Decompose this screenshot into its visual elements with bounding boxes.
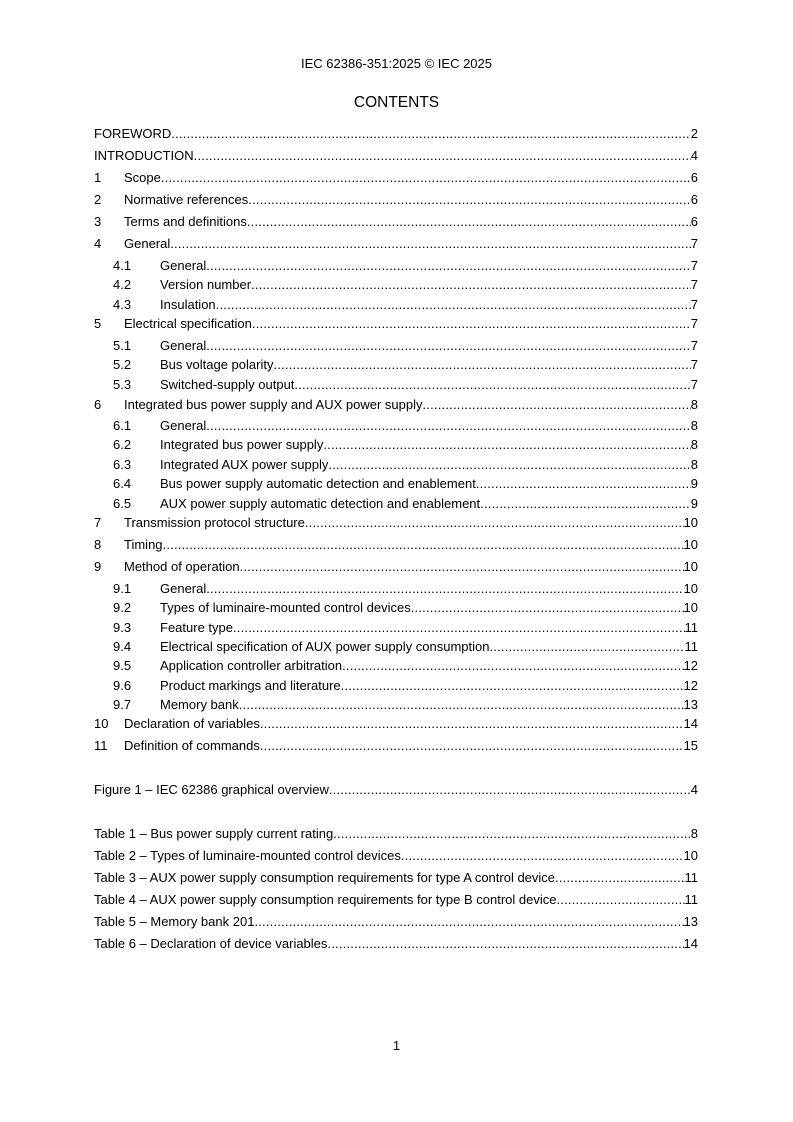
toc-label: Timing <box>124 537 163 552</box>
leader-dots <box>294 377 690 393</box>
toc-label: Declaration of variables <box>124 716 260 731</box>
toc-entry[interactable] <box>94 214 698 230</box>
leader-dots <box>233 620 685 636</box>
leader-dots <box>490 639 685 655</box>
toc-page: 11 <box>684 639 698 654</box>
leader-dots <box>239 697 684 713</box>
toc-label: Table 6 – Declaration of device variables <box>94 936 328 951</box>
toc-entry-foreword[interactable] <box>94 126 698 142</box>
toc-number: 6.1 <box>113 418 132 433</box>
toc-entry[interactable] <box>94 192 698 208</box>
leader-dots <box>194 148 691 164</box>
toc-number: 9.3 <box>113 620 132 635</box>
toc-subentry[interactable] <box>113 678 698 694</box>
toc-label: Table 3 – AUX power supply consumption requirements for type A control device <box>94 870 556 885</box>
toc-page: 12 <box>683 658 698 673</box>
leader-dots <box>273 357 690 373</box>
toc-label: AUX power supply automatic detection and enablement <box>160 496 481 511</box>
toc-label: Application controller arbitration <box>160 658 343 673</box>
toc-number: 9.6 <box>113 678 132 693</box>
toc-subentry[interactable] <box>113 620 698 636</box>
toc-subentry[interactable] <box>113 600 698 616</box>
toc-page: 10 <box>683 581 698 596</box>
toc-page: 11 <box>684 620 698 635</box>
toc-page: 8 <box>690 457 698 472</box>
toc-page: 13 <box>683 697 698 712</box>
toc-number: 10 <box>94 716 109 731</box>
toc-page: 8 <box>690 437 698 452</box>
toc-subentry[interactable] <box>113 496 698 512</box>
toc-label: Terms and definitions <box>124 214 247 229</box>
toc-subentry[interactable] <box>113 258 698 274</box>
toc-number: 11 <box>94 738 108 753</box>
leader-dots <box>206 418 691 434</box>
toc-number: 4.2 <box>113 277 132 292</box>
toc-entry[interactable] <box>94 559 698 575</box>
leader-dots <box>327 936 683 952</box>
toc-page: 11 <box>684 870 698 885</box>
toc-label: Transmission protocol structure <box>124 515 305 530</box>
toc-number: 9.4 <box>113 639 132 654</box>
toc-entry[interactable] <box>94 397 698 413</box>
toc-subentry[interactable] <box>113 277 698 293</box>
toc-label: Table 1 – Bus power supply current rating <box>94 826 334 841</box>
leader-dots <box>480 496 691 512</box>
toc-label: General <box>160 581 207 596</box>
toc-page: 8 <box>690 418 698 433</box>
toc-entry[interactable] <box>94 515 698 531</box>
toc-page: 6 <box>690 170 698 185</box>
toc-label: Scope <box>124 170 161 185</box>
leader-dots <box>333 826 691 842</box>
toc-label: FOREWORD <box>94 126 172 141</box>
toc-subentry[interactable] <box>113 437 698 453</box>
toc-number: 1 <box>94 170 102 185</box>
toc-page: 8 <box>690 826 698 841</box>
toc-label: Product markings and literature <box>160 678 341 693</box>
toc-number: 8 <box>94 537 102 552</box>
toc-page: 11 <box>684 892 698 907</box>
toc-number: 3 <box>94 214 102 229</box>
toc-page: 2 <box>690 126 698 141</box>
toc-number: 4.1 <box>113 258 132 273</box>
contents-title: CONTENTS <box>353 94 440 111</box>
toc-label: Bus power supply automatic detection and enablement <box>160 476 476 491</box>
toc-page: 7 <box>690 377 698 392</box>
toc-page: 10 <box>683 600 698 615</box>
toc-label: Version number <box>160 277 252 292</box>
leader-dots <box>247 214 691 230</box>
toc-label: INTRODUCTION <box>94 148 194 163</box>
toc-page: 15 <box>683 738 698 753</box>
toc-entry-introduction[interactable] <box>94 148 698 164</box>
toc-label: Integrated AUX power supply <box>160 457 329 472</box>
toc-label: Definition of commands <box>124 738 260 753</box>
toc-label: Switched-supply output <box>160 377 295 392</box>
leader-dots <box>216 297 691 313</box>
toc-table-entry[interactable] <box>94 848 698 864</box>
toc-subentry[interactable] <box>113 297 698 313</box>
leader-dots <box>305 515 684 531</box>
toc-label: General <box>160 338 207 353</box>
toc-page: 4 <box>690 148 698 163</box>
leader-dots <box>260 716 684 732</box>
toc-page: 7 <box>690 236 698 251</box>
toc-entry[interactable] <box>94 170 698 186</box>
leader-dots <box>206 338 691 354</box>
leader-dots <box>329 782 691 798</box>
toc-label: General <box>124 236 171 251</box>
toc-number: 2 <box>94 192 102 207</box>
toc-number: 4 <box>94 236 102 251</box>
toc-subentry[interactable] <box>113 357 698 373</box>
toc-entry[interactable] <box>94 716 698 732</box>
toc-page: 9 <box>690 496 698 511</box>
toc-label: Normative references <box>124 192 249 207</box>
toc-number: 6.4 <box>113 476 132 491</box>
leader-dots <box>323 437 690 453</box>
toc-number: 6.5 <box>113 496 132 511</box>
leader-dots <box>556 892 684 908</box>
leader-dots <box>411 600 684 616</box>
page-number: 1 <box>392 1038 401 1053</box>
toc-page: 10 <box>683 559 698 574</box>
toc-number: 5.2 <box>113 357 132 372</box>
toc-page: 14 <box>683 936 698 951</box>
leader-dots <box>401 848 684 864</box>
leader-dots <box>206 258 691 274</box>
toc-subentry[interactable] <box>113 418 698 434</box>
toc-subentry[interactable] <box>113 639 698 655</box>
toc-page: 12 <box>683 678 698 693</box>
leader-dots <box>476 476 691 492</box>
toc-entry[interactable] <box>94 316 698 332</box>
toc-label: Table 5 – Memory bank 201 <box>94 914 255 929</box>
toc-page: 8 <box>690 397 698 412</box>
toc-subentry[interactable] <box>113 476 698 492</box>
toc-number: 6.2 <box>113 437 132 452</box>
toc-label: Figure 1 – IEC 62386 graphical overview <box>94 782 329 797</box>
toc-table-entry[interactable] <box>94 826 698 842</box>
toc-page: 13 <box>683 914 698 929</box>
leader-dots <box>248 192 690 208</box>
toc-label: Bus voltage polarity <box>160 357 274 372</box>
toc-number: 5.3 <box>113 377 132 392</box>
toc-number: 4.3 <box>113 297 132 312</box>
toc-label: Table 4 – AUX power supply consumption requirements for type B control device <box>94 892 557 907</box>
toc-table-entry[interactable] <box>94 914 698 930</box>
leader-dots <box>163 537 684 553</box>
toc-number: 9.1 <box>113 581 132 596</box>
leader-dots <box>328 457 690 473</box>
toc-entry[interactable] <box>94 738 698 754</box>
toc-page: 7 <box>690 258 698 273</box>
leader-dots <box>555 870 684 886</box>
toc-page: 7 <box>690 338 698 353</box>
toc-figure-entry[interactable] <box>94 782 698 798</box>
toc-label: Electrical specification of AUX power supply consumption <box>160 639 490 654</box>
toc-label: Types of luminaire-mounted control devices <box>160 600 411 615</box>
leader-dots <box>342 658 683 674</box>
toc-label: Integrated bus power supply <box>160 437 324 452</box>
toc-subentry[interactable] <box>113 658 698 674</box>
toc-page: 7 <box>690 277 698 292</box>
toc-label: General <box>160 418 207 433</box>
toc-subentry[interactable] <box>113 581 698 597</box>
toc-page: 7 <box>690 316 698 331</box>
toc-number: 7 <box>94 515 102 530</box>
toc-page: 6 <box>690 192 698 207</box>
toc-number: 9.5 <box>113 658 132 673</box>
toc-number: 5.1 <box>113 338 132 353</box>
toc-subentry[interactable] <box>113 338 698 354</box>
toc-label: Integrated bus power supply and AUX power supply <box>124 397 423 412</box>
toc-number: 6 <box>94 397 102 412</box>
leader-dots <box>206 581 683 597</box>
toc-page: 4 <box>690 782 698 797</box>
toc-table-entry[interactable] <box>94 870 698 886</box>
toc-label: Method of operation <box>124 559 240 574</box>
toc-number: 5 <box>94 316 102 331</box>
toc-subentry[interactable] <box>113 457 698 473</box>
toc-label: Insulation <box>160 297 216 312</box>
toc-number: 9.7 <box>113 697 132 712</box>
toc-label: Memory bank <box>160 697 239 712</box>
toc-number: 9 <box>94 559 102 574</box>
leader-dots <box>171 126 690 142</box>
toc-subentry[interactable] <box>113 697 698 713</box>
toc-number: 9.2 <box>113 600 132 615</box>
leader-dots <box>161 170 691 186</box>
toc-number: 6.3 <box>113 457 132 472</box>
toc-subentry[interactable] <box>113 377 698 393</box>
toc-page: 9 <box>690 476 698 491</box>
leader-dots <box>252 316 691 332</box>
leader-dots <box>341 678 684 694</box>
toc-entry[interactable] <box>94 236 698 252</box>
document-header: IEC 62386-351:2025 © IEC 2025 <box>301 56 492 71</box>
toc-page: 7 <box>690 357 698 372</box>
leader-dots <box>254 914 683 930</box>
toc-label: Feature type <box>160 620 233 635</box>
leader-dots <box>422 397 690 413</box>
toc-label: Electrical specification <box>124 316 252 331</box>
toc-page: 14 <box>683 716 698 731</box>
toc-entry[interactable] <box>94 537 698 553</box>
toc-page: 10 <box>683 515 698 530</box>
leader-dots <box>240 559 684 575</box>
toc-page: 10 <box>683 537 698 552</box>
toc-page: 10 <box>683 848 698 863</box>
toc-table-entry[interactable] <box>94 936 698 952</box>
toc-page: 6 <box>690 214 698 229</box>
toc-table-entry[interactable] <box>94 892 698 908</box>
leader-dots <box>251 277 691 293</box>
toc-label: General <box>160 258 207 273</box>
toc-page: 7 <box>690 297 698 312</box>
toc-label: Table 2 – Types of luminaire-mounted control devices <box>94 848 401 863</box>
leader-dots <box>170 236 691 252</box>
leader-dots <box>260 738 684 754</box>
